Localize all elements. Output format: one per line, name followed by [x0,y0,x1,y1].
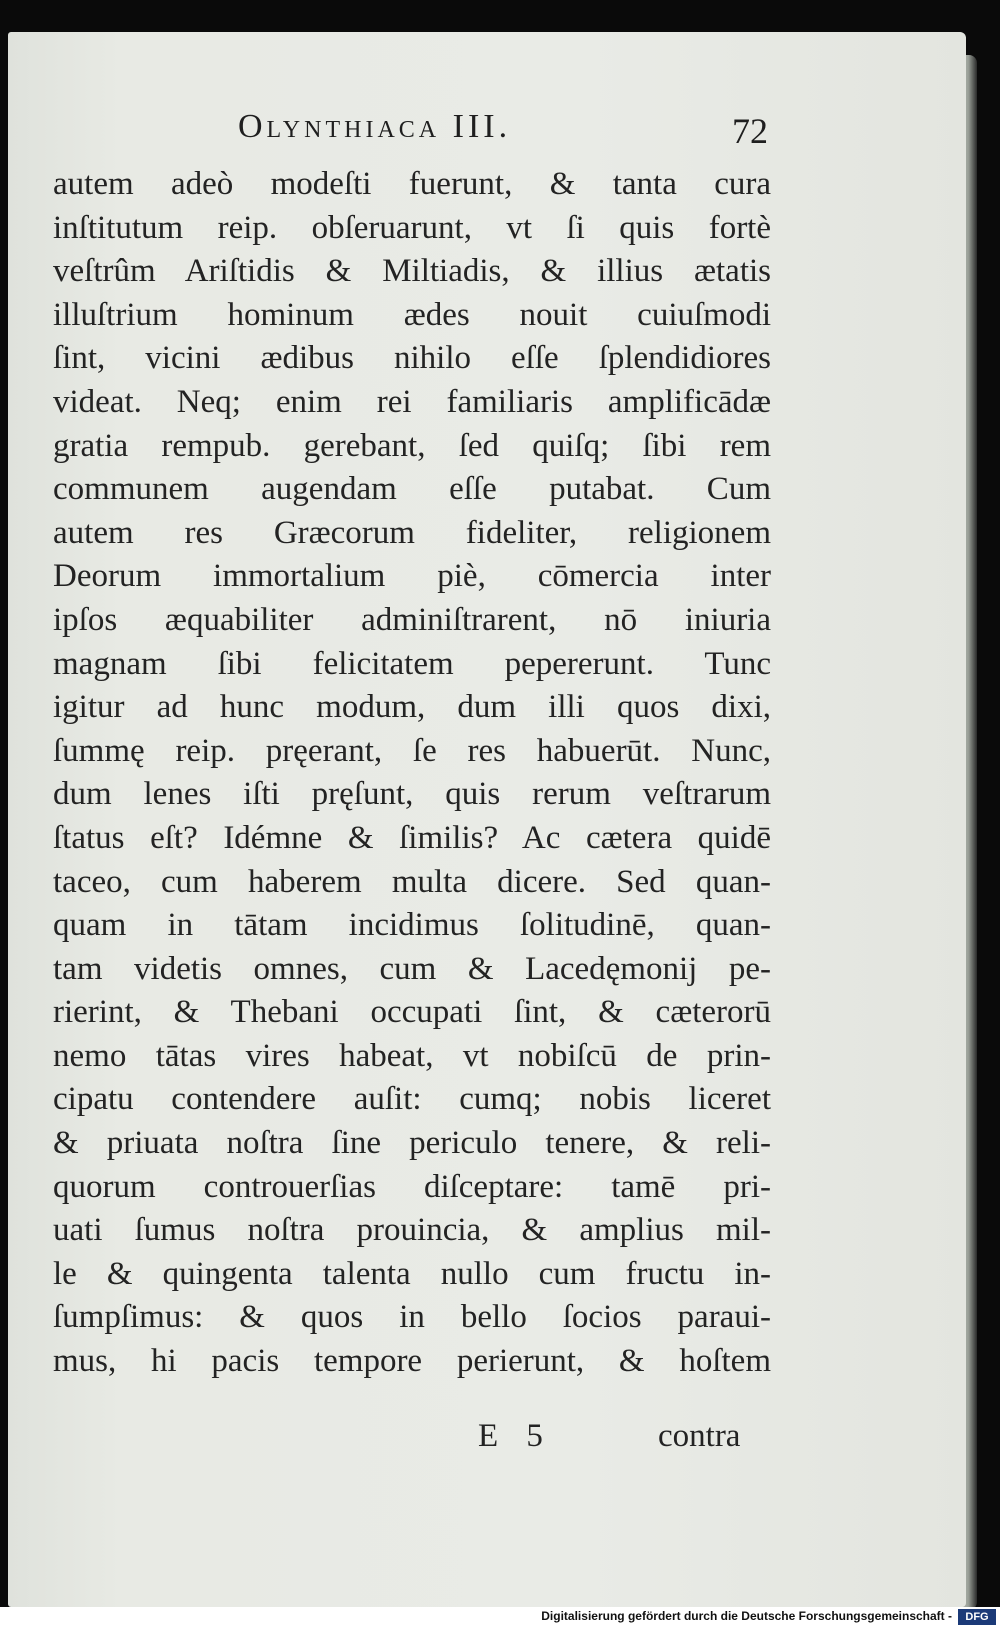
text-line: videat. Neq; enim rei familiaris amplificādæ [53,383,771,420]
catchline [0,1418,1000,1462]
text-line: mus, hi pacis tempore perierunt, & hoſtem [53,1343,771,1380]
text-line: inſtitutum reip. obſeruarunt, vt ſi quis fortè [53,209,771,246]
page-number: 72 [732,111,768,151]
text-line: nemo tātas vires habeat, vt nobiſcū de prin- [53,1037,771,1074]
text-line: Deorum immortalium piè, cōmercia inter [53,558,771,595]
text-line: igitur ad hunc modum, dum illi quos dixi, [53,689,771,726]
text-line: ipſos æquabiliter adminiſtrarent, nō iniuria [53,601,771,638]
body-text [53,163,771,1384]
text-line: rierint, & Thebani occupati ſint, & cæterorū [53,994,771,1031]
text-line: dum lenes iſti pręſunt, quis rerum veſtrarum [53,776,771,813]
text-line: quam in tātam incidimus ſolitudinē, quan- [53,907,771,944]
text-line: ſint, vicini ædibus nihilo eſſe ſplendidiores [53,340,771,377]
catchword: contra [658,1418,741,1454]
running-head [0,108,1000,151]
signature-mark: E 5 [478,1418,553,1454]
text-line: taceo, cum haberem multa dicere. Sed quan- [53,863,771,900]
text-line: uati ſumus noſtra prouincia, & amplius mil- [53,1212,771,1249]
text-line: ſtatus eſt? Idémne & ſimilis? Ac cætera quidē [53,819,771,856]
text-line: tam videtis omnes, cum & Lacedęmonij pe- [53,950,771,987]
text-line: magnam ſibi felicitatem pepererunt. Tunc [53,645,771,682]
text-line: gratia rempub. gerebant, ſed quiſq; ſibi rem [53,427,771,464]
text-line: quorum controuerſias diſceptare: tamē pri- [53,1168,771,1205]
text-line: cipatu contendere auſit: cumq; nobis liceret [53,1081,771,1118]
text-line: le & quingenta talenta nullo cum fructu in- [53,1255,771,1292]
text-line: communem augendam eſſe putabat. Cum [53,471,771,508]
text-line: illuſtrium hominum ædes nouit cuiuſmodi [53,296,771,333]
text-line: autem adeò modeſti fuerunt, & tanta cura [53,166,771,202]
digitization-credit-bar [0,1607,1000,1627]
text-line: ſummę reip. pręerant, ſe res habuerūt. Nunc, [53,732,771,769]
text-line: ſumpſimus: & quos in bello ſocios paraui- [53,1299,771,1336]
credit-text: Digitalisierung gefördert durch die Deutsche Forschungsgemeinschaft - [541,1609,952,1623]
dfg-logo: DFG [958,1609,996,1625]
text-line: & priuata noſtra ſine periculo tenere, & reli- [53,1125,771,1162]
running-title: Olynthiaca III. [238,108,512,145]
text-line: veſtrûm Ariſtidis & Miltiadis, & illius ætatis [53,253,771,290]
text-line: autem res Græcorum fideliter, religionem [53,514,771,551]
